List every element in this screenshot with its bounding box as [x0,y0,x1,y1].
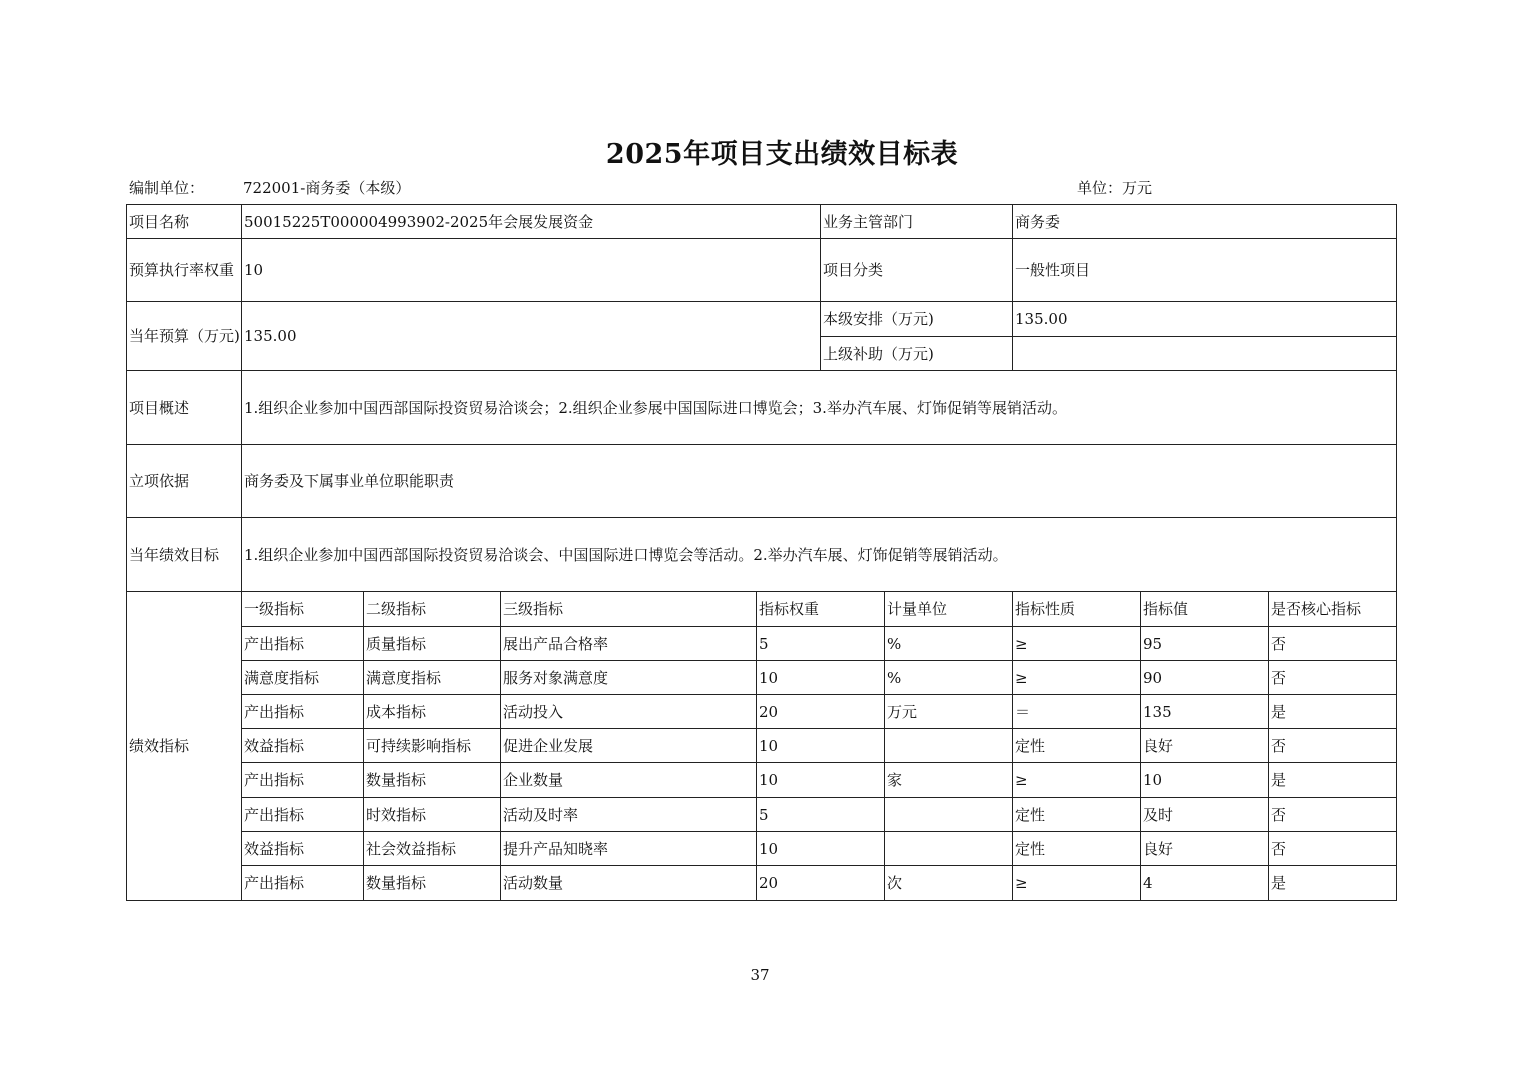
currency-unit: 单位：万元 [1077,179,1153,197]
level3-cell: 活动及时率 [501,798,757,832]
column-header: 是否核心指标 [1269,592,1397,627]
core-cell: 否 [1269,661,1397,695]
core-cell: 是 [1269,695,1397,729]
level3-cell: 企业数量 [501,763,757,798]
core-cell: 否 [1269,832,1397,866]
table-row [127,866,1397,901]
goal-label: 当年绩效目标 [127,518,242,592]
nature-cell: 定性 [1013,729,1141,763]
value-cell: 90 [1141,661,1269,695]
level3-cell: 提升产品知晓率 [501,832,757,866]
nature-cell: 定性 [1013,832,1141,866]
level3-cell: 服务对象满意度 [501,661,757,695]
column-header: 三级指标 [501,592,757,627]
weight-row [127,239,1397,302]
weight-cell: 5 [757,627,885,661]
budget-value: 135.00 [242,302,821,371]
level1-cell: 产出指标 [242,866,364,901]
indicators-label: 绩效指标 [127,592,242,901]
local-budget-label: 本级安排（万元) [821,302,1013,337]
nature-cell: 定性 [1013,798,1141,832]
column-header: 指标权重 [757,592,885,627]
basis-row [127,445,1397,518]
level2-cell: 满意度指标 [364,661,501,695]
weight-cell: 20 [757,866,885,901]
level1-cell: 效益指标 [242,729,364,763]
level1-cell: 满意度指标 [242,661,364,695]
level2-cell: 质量指标 [364,627,501,661]
dept-label: 业务主管部门 [821,205,1013,239]
upper-subsidy-label: 上级补助（万元) [821,337,1013,371]
category-label: 项目分类 [821,239,1013,302]
local-budget-value: 135.00 [1013,302,1397,337]
level1-cell: 产出指标 [242,627,364,661]
compiling-unit-label: 编制单位： [129,179,205,197]
value-cell: 95 [1141,627,1269,661]
basis-value: 商务委及下属事业单位职能职责 [242,445,1397,518]
dept-value: 商务委 [1013,205,1397,239]
budget-label: 当年预算（万元) [127,302,242,371]
overview-value: 1.组织企业参加中国西部国际投资贸易洽谈会；2.组织企业参展中国国际进口博览会；3.举办汽车展、灯饰促销等展销活动。 [242,371,1397,445]
level1-cell: 产出指标 [242,695,364,729]
nature-cell: ≥ [1013,661,1141,695]
weight-cell: 10 [757,729,885,763]
unit-cell [885,832,1013,866]
goal-value: 1.组织企业参加中国西部国际投资贸易洽谈会、中国国际进口博览会等活动。2.举办汽车展、灯饰促销等展销活动。 [242,518,1397,592]
weight-cell: 10 [757,763,885,798]
weight-value: 10 [242,239,821,302]
page-title: 2025年项目支出绩效目标表 [605,139,959,170]
column-header: 计量单位 [885,592,1013,627]
column-header: 指标性质 [1013,592,1141,627]
project-name-value: 50015225T000004993902-2025年会展发展资金 [242,205,821,239]
table-row [127,832,1397,866]
core-cell: 否 [1269,729,1397,763]
unit-cell [885,798,1013,832]
value-cell: 良好 [1141,832,1269,866]
unit-cell: % [885,627,1013,661]
overview-label: 项目概述 [127,371,242,445]
table-row [127,729,1397,763]
unit-cell [885,729,1013,763]
basis-label: 立项依据 [127,445,242,518]
weight-cell: 20 [757,695,885,729]
level2-cell: 数量指标 [364,763,501,798]
value-cell: 及时 [1141,798,1269,832]
unit-cell: % [885,661,1013,695]
compiling-unit-value: 722001-商务委（本级） [243,179,411,197]
nature-cell: ≥ [1013,866,1141,901]
column-header: 指标值 [1141,592,1269,627]
level1-cell: 效益指标 [242,832,364,866]
table-row [127,627,1397,661]
category-value: 一般性项目 [1013,239,1397,302]
weight-cell: 5 [757,798,885,832]
table-row [127,695,1397,729]
goal-row [127,518,1397,592]
level3-cell: 促进企业发展 [501,729,757,763]
core-cell: 否 [1269,627,1397,661]
nature-cell: ＝ [1013,695,1141,729]
project-name-row [127,205,1397,239]
weight-cell: 10 [757,832,885,866]
level3-cell: 展出产品合格率 [501,627,757,661]
unit-cell: 次 [885,866,1013,901]
weight-label: 预算执行率权重 [127,239,242,302]
value-cell: 良好 [1141,729,1269,763]
core-cell: 否 [1269,798,1397,832]
page-number: 37 [750,966,770,984]
level2-cell: 时效指标 [364,798,501,832]
core-cell: 是 [1269,763,1397,798]
level2-cell: 成本指标 [364,695,501,729]
column-header: 二级指标 [364,592,501,627]
table-row [127,763,1397,798]
level2-cell: 数量指标 [364,866,501,901]
level1-cell: 产出指标 [242,798,364,832]
table-row [127,798,1397,832]
level3-cell: 活动投入 [501,695,757,729]
level1-cell: 产出指标 [242,763,364,798]
upper-subsidy-value [1013,337,1397,371]
level2-cell: 社会效益指标 [364,832,501,866]
project-name-label: 项目名称 [127,205,242,239]
weight-cell: 10 [757,661,885,695]
performance-target-table [126,204,1397,901]
level2-cell: 可持续影响指标 [364,729,501,763]
table-row [127,661,1397,695]
nature-cell: ≥ [1013,627,1141,661]
value-cell: 10 [1141,763,1269,798]
core-cell: 是 [1269,866,1397,901]
budget-row [127,302,1397,337]
nature-cell: ≥ [1013,763,1141,798]
column-header: 一级指标 [242,592,364,627]
indicator-header-row [127,592,1397,627]
unit-cell: 家 [885,763,1013,798]
value-cell: 135 [1141,695,1269,729]
value-cell: 4 [1141,866,1269,901]
level3-cell: 活动数量 [501,866,757,901]
overview-row [127,371,1397,445]
unit-cell: 万元 [885,695,1013,729]
